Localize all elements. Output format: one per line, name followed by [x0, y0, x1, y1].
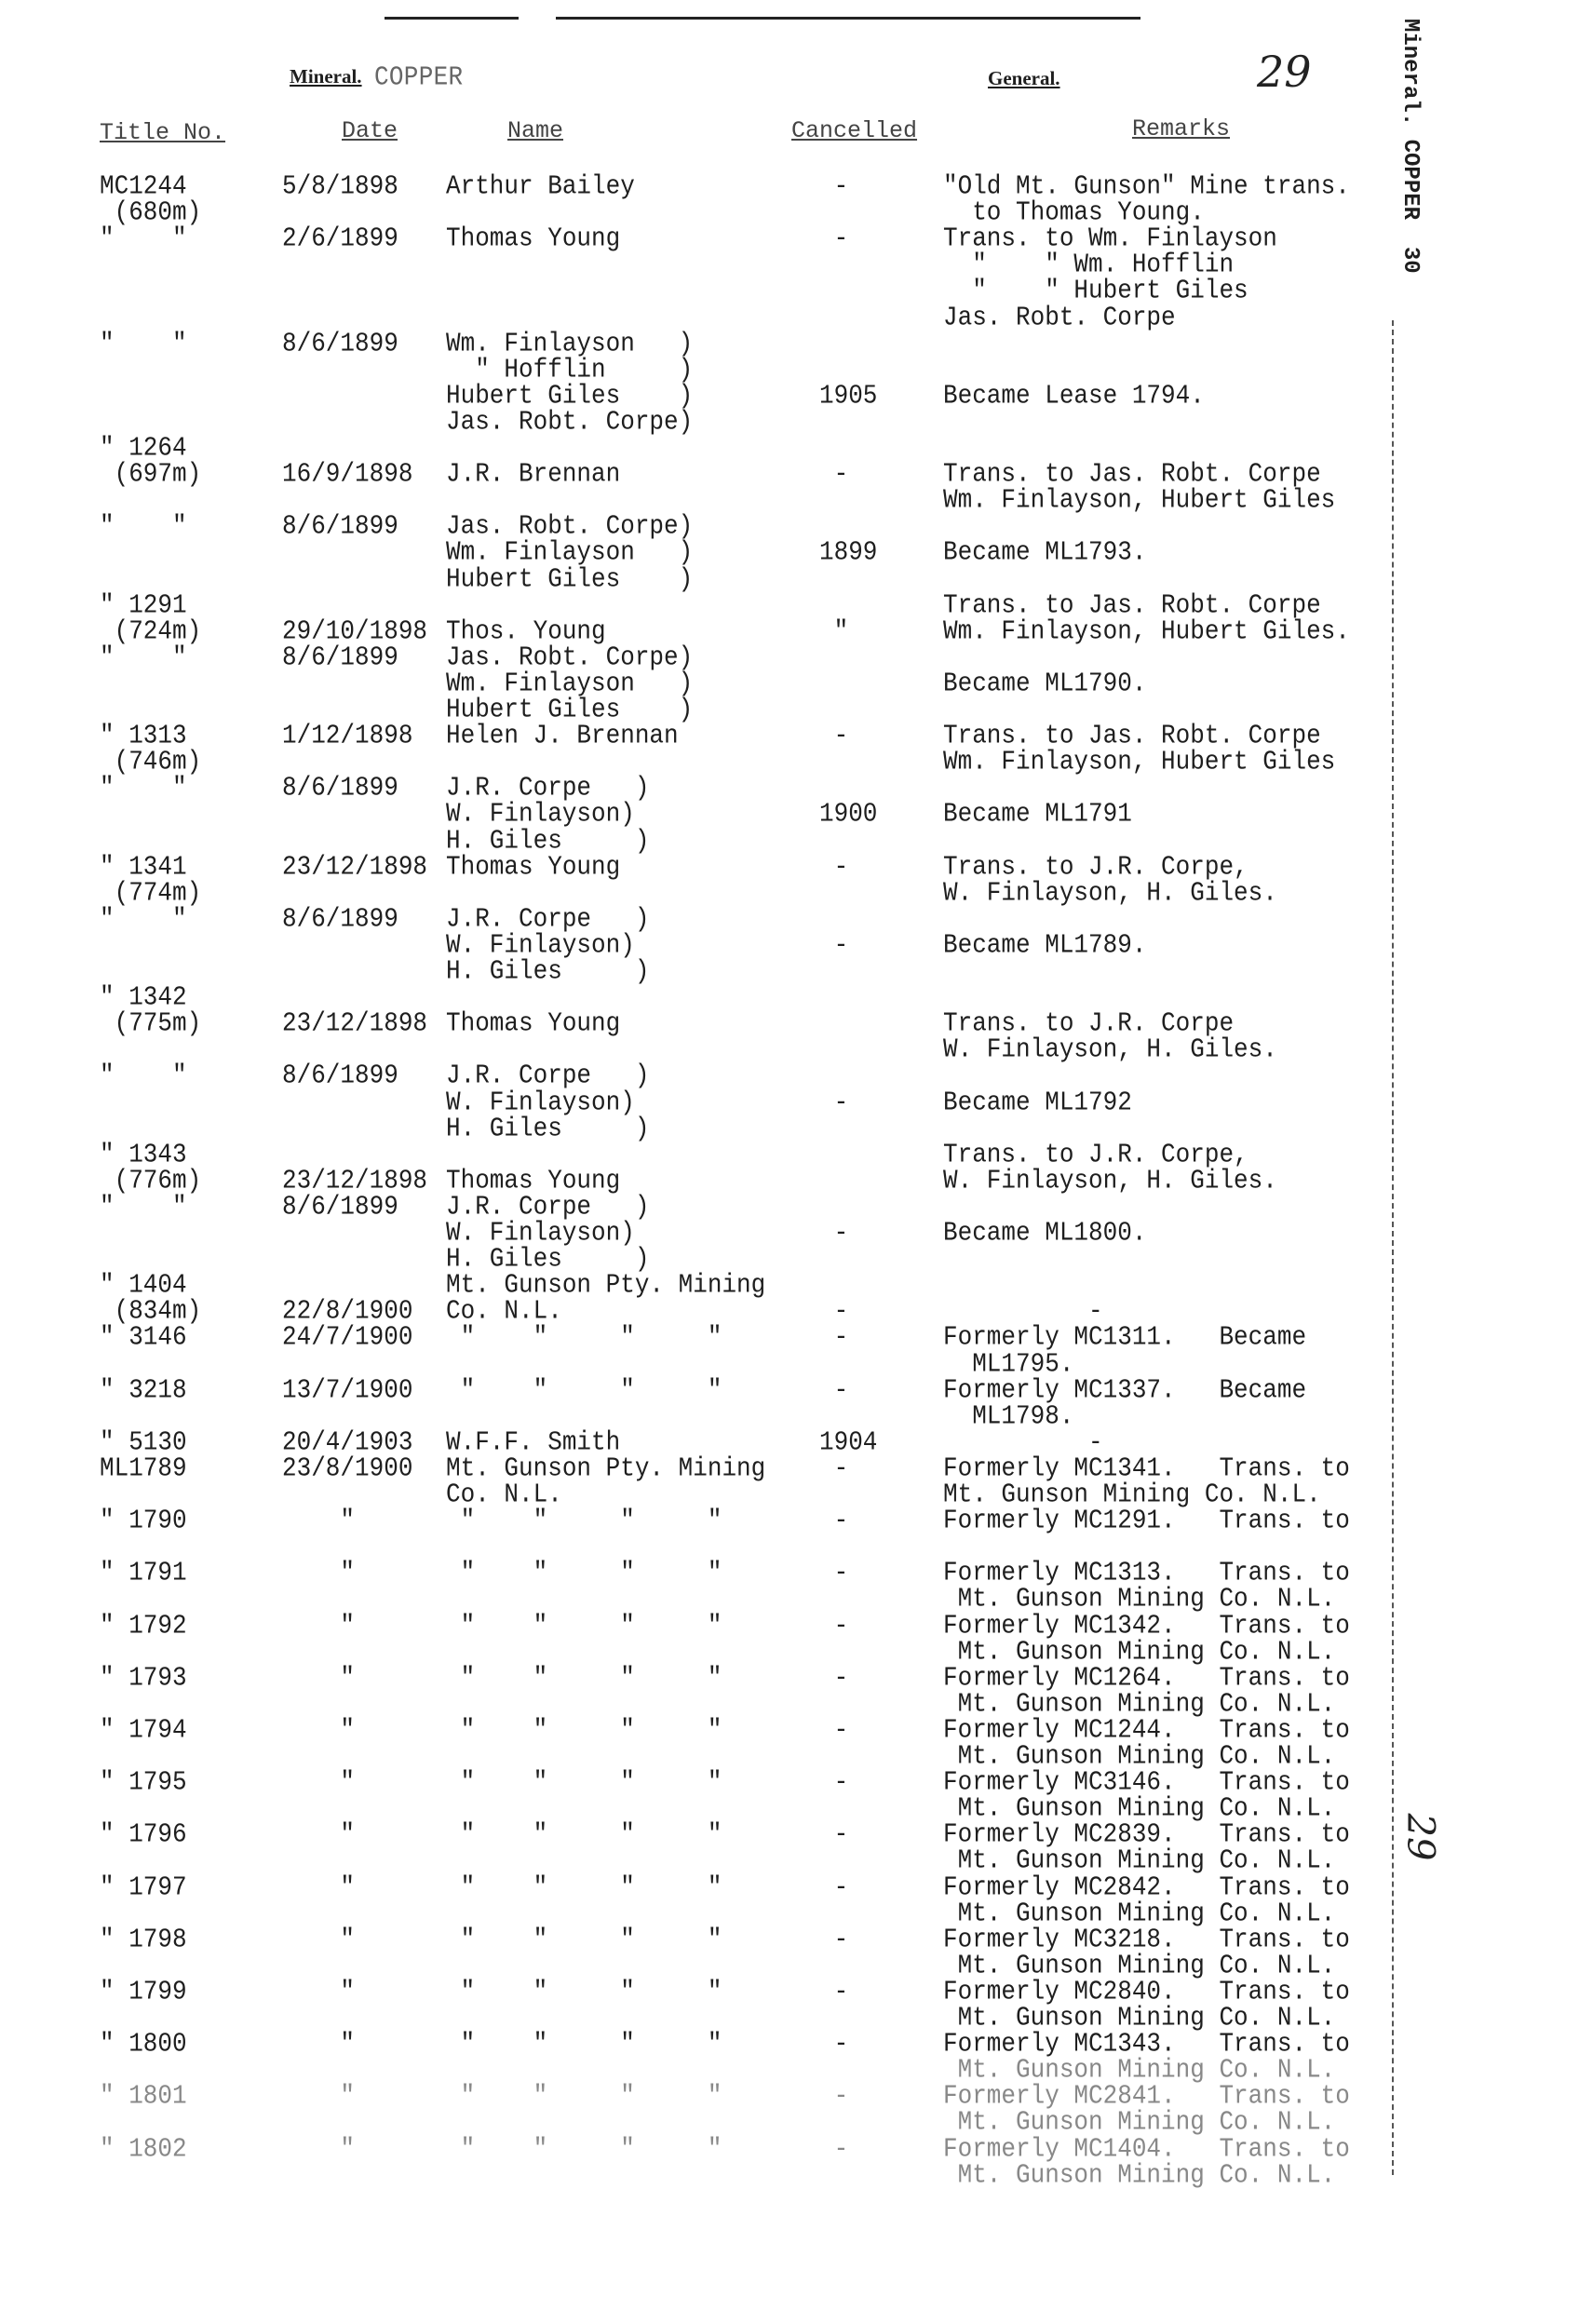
remarks-cell: Mt. Gunson Mining Co. N.L.	[943, 2054, 1336, 2086]
remarks-cell: -	[943, 1295, 1103, 1327]
title-no-cell: (724m)	[100, 615, 202, 647]
cancelled-cell: -	[819, 1295, 849, 1327]
remarks-cell: Mt. Gunson Mining Co. N.L.	[943, 1739, 1336, 1772]
remarks-cell: Formerly MC2842. Trans. to	[943, 1871, 1350, 1902]
title-no-cell: " "	[100, 1060, 187, 1091]
cancelled-cell: -	[819, 1452, 849, 1484]
name-cell: " " " "	[446, 1818, 722, 1850]
date-cell: 8/6/1899	[282, 772, 398, 804]
name-cell: Wm. Finlayson )	[446, 536, 694, 568]
name-cell: H. Giles )	[446, 1242, 650, 1275]
date-cell: 8/6/1899	[282, 510, 398, 542]
remarks-cell: Mt. Gunson Mining Co. N.L.	[943, 1635, 1336, 1668]
title-no-cell: (680m)	[100, 196, 202, 228]
remarks-cell: Formerly MC3218. Trans. to	[943, 1923, 1350, 1955]
title-no-cell: " 1291	[100, 588, 187, 621]
title-no-cell: " 1801	[100, 2080, 187, 2112]
name-cell: W. Finlayson)	[446, 1216, 635, 1249]
name-cell: Wm. Finlayson )	[446, 327, 694, 359]
title-no-cell: ML1789	[100, 1452, 187, 1484]
title-no-cell: " 5130	[100, 1425, 187, 1458]
cancelled-cell: -	[819, 850, 849, 883]
remarks-cell: Trans. to Jas. Robt. Corpe	[943, 719, 1321, 751]
title-no-cell: " 1343	[100, 1138, 187, 1170]
remarks-cell: Wm. Finlayson, Hubert Giles.	[943, 615, 1350, 647]
remarks-cell: Formerly MC1291. Trans. to	[943, 1504, 1350, 1536]
title-no-cell: (776m)	[100, 1164, 202, 1196]
remarks-cell: Formerly MC2841. Trans. to	[943, 2080, 1350, 2112]
remarks-cell: Mt. Gunson Mining Co. N.L.	[943, 1844, 1336, 1876]
remarks-cell: Trans. to Jas. Robt. Corpe	[943, 457, 1321, 490]
remarks-cell: " " Wm. Hofflin	[943, 249, 1235, 280]
date-cell: 8/6/1899	[282, 1060, 398, 1091]
name-cell: " " " "	[446, 2027, 722, 2060]
remarks-cell: W. Finlayson, H. Giles.	[943, 1034, 1277, 1065]
title-no-cell: " 1264	[100, 431, 187, 464]
name-cell: J.R. Corpe )	[446, 1060, 650, 1091]
remarks-cell: Formerly MC2840. Trans. to	[943, 1975, 1350, 2007]
name-cell: Mt. Gunson Pty. Mining	[446, 1452, 766, 1484]
remarks-cell: -	[943, 1425, 1103, 1458]
mineral-value: COPPER	[374, 61, 464, 93]
date-cell: "	[282, 2132, 356, 2164]
date-cell: "	[282, 1609, 356, 1641]
column-header-title-no: Title No.	[100, 119, 226, 146]
name-cell: Hubert Giles )	[446, 562, 694, 594]
remarks-cell: Became ML1790.	[943, 667, 1147, 699]
remarks-cell: Formerly MC2839. Trans. to	[943, 1818, 1350, 1850]
name-cell: J.R. Brennan	[446, 457, 621, 490]
name-cell: J.R. Corpe )	[446, 902, 650, 935]
date-cell: 23/8/1900	[282, 1452, 413, 1484]
date-cell: "	[282, 2027, 356, 2060]
cancelled-cell: -	[819, 1765, 849, 1798]
page-number: 29	[1257, 47, 1312, 97]
name-cell: W. Finlayson)	[446, 798, 635, 830]
cancelled-cell: -	[819, 2132, 849, 2164]
name-cell: Hubert Giles )	[446, 693, 694, 725]
remarks-cell: Wm. Finlayson, Hubert Giles	[943, 746, 1336, 777]
date-cell: 8/6/1899	[282, 641, 398, 673]
remarks-cell: ML1795.	[943, 1347, 1074, 1379]
name-cell: " " " "	[446, 1871, 722, 1902]
date-cell: "	[282, 1661, 356, 1694]
name-cell: W.F.F. Smith	[446, 1425, 621, 1458]
cancelled-cell: -	[819, 1609, 849, 1641]
date-cell: 5/8/1898	[282, 169, 398, 202]
title-no-cell: " 1792	[100, 1609, 187, 1641]
remarks-cell: Became ML1800.	[943, 1216, 1147, 1249]
name-cell: Jas. Robt. Corpe)	[446, 405, 694, 438]
cancelled-cell: -	[819, 1321, 849, 1353]
name-cell: W. Finlayson)	[446, 928, 635, 961]
margin-handwritten-number: 29	[1398, 1813, 1442, 1861]
name-cell: " " " "	[446, 2080, 722, 2112]
title-no-cell: " 1802	[100, 2132, 187, 2164]
date-cell: "	[282, 2080, 356, 2112]
title-no-cell: (834m)	[100, 1295, 202, 1327]
remarks-cell: Formerly MC1343. Trans. to	[943, 2027, 1350, 2060]
title-no-cell: " 1404	[100, 1269, 187, 1301]
name-cell: " " " "	[446, 1504, 722, 1536]
name-cell: " Hofflin )	[446, 353, 694, 385]
name-cell: Thomas Young	[446, 223, 621, 254]
remarks-cell: Formerly MC1337. Became	[943, 1373, 1307, 1406]
title-no-cell: " 1313	[100, 719, 187, 751]
name-cell: Arthur Bailey	[446, 169, 635, 202]
date-cell: 8/6/1899	[282, 1190, 398, 1223]
cancelled-cell: -	[819, 1975, 849, 2007]
column-header-name: Name	[507, 117, 564, 144]
name-cell: Thos. Young	[446, 615, 606, 647]
name-cell: Jas. Robt. Corpe)	[446, 641, 694, 673]
remarks-cell: Became Lease 1794.	[943, 379, 1205, 412]
name-cell: " " " "	[446, 1765, 722, 1798]
remarks-cell: W. Finlayson, H. Giles.	[943, 1164, 1277, 1196]
title-no-cell: (774m)	[100, 876, 202, 909]
name-cell: " " " "	[446, 1321, 722, 1353]
remarks-cell: Formerly MC1404. Trans. to	[943, 2132, 1350, 2164]
cancelled-cell: -	[819, 719, 849, 751]
title-no-cell: " "	[100, 1190, 187, 1223]
remarks-cell: Became ML1792	[943, 1086, 1132, 1117]
name-cell: W. Finlayson)	[446, 1086, 635, 1117]
remarks-cell: Trans. to J.R. Corpe	[943, 1007, 1235, 1039]
remarks-cell: Wm. Finlayson, Hubert Giles	[943, 484, 1336, 516]
name-cell: Thomas Young	[446, 1007, 621, 1039]
cancelled-cell: -	[819, 169, 849, 202]
remarks-cell: Formerly MC1264. Trans. to	[943, 1661, 1350, 1694]
title-no-cell: " 1795	[100, 1765, 187, 1798]
name-cell: Hubert Giles )	[446, 379, 694, 412]
name-cell: " " " "	[446, 1923, 722, 1955]
cancelled-cell: -	[819, 1713, 849, 1746]
remarks-cell: Mt. Gunson Mining Co. N.L.	[943, 2106, 1336, 2138]
cancelled-cell: -	[819, 1086, 849, 1117]
remarks-cell: Formerly MC1342. Trans. to	[943, 1609, 1350, 1641]
date-cell: "	[282, 1871, 356, 1902]
name-cell: " " " "	[446, 1713, 722, 1746]
cancelled-cell: -	[819, 1216, 849, 1249]
date-cell: 13/7/1900	[282, 1373, 413, 1406]
title-no-cell: " 1798	[100, 1923, 187, 1955]
cancelled-cell: -	[819, 928, 849, 961]
remarks-cell: Formerly MC1341. Trans. to	[943, 1452, 1350, 1484]
title-no-cell: " "	[100, 641, 187, 673]
title-no-cell: " 1796	[100, 1818, 187, 1850]
name-cell: " " " "	[446, 1557, 722, 1588]
cancelled-cell: -	[819, 1661, 849, 1694]
date-cell: "	[282, 1504, 356, 1536]
date-cell: "	[282, 1713, 356, 1746]
date-cell: 16/9/1898	[282, 457, 413, 490]
title-no-cell: " "	[100, 327, 187, 359]
top-rule-left	[385, 17, 519, 20]
name-cell: Mt. Gunson Pty. Mining	[446, 1269, 766, 1301]
remarks-cell: Formerly MC1244. Trans. to	[943, 1713, 1350, 1746]
name-cell: H. Giles )	[446, 824, 650, 856]
date-cell: "	[282, 1923, 356, 1955]
title-no-cell: (746m)	[100, 746, 202, 777]
name-cell: " " " "	[446, 1975, 722, 2007]
cancelled-cell: 1900	[819, 798, 878, 830]
remarks-cell: Jas. Robt. Corpe	[943, 301, 1176, 332]
title-no-cell: " 1790	[100, 1504, 187, 1536]
name-cell: J.R. Corpe )	[446, 772, 650, 804]
name-cell: Helen J. Brennan	[446, 719, 679, 751]
remarks-cell: Mt. Gunson Mining Co. N.L.	[943, 1949, 1336, 1981]
date-cell: "	[282, 1818, 356, 1850]
title-no-cell: " 1342	[100, 980, 187, 1013]
remarks-cell: Mt. Gunson Mining Co. N.L.	[943, 2001, 1336, 2034]
date-cell: 23/12/1898	[282, 1164, 428, 1196]
remarks-cell: Mt. Gunson Mining Co. N.L.	[943, 1478, 1321, 1510]
cancelled-cell: 1905	[819, 379, 878, 412]
date-cell: 2/6/1899	[282, 223, 398, 254]
date-cell: 8/6/1899	[282, 327, 398, 359]
remarks-cell: " " Hubert Giles	[943, 275, 1248, 306]
remarks-cell: Mt. Gunson Mining Co. N.L.	[943, 1583, 1336, 1615]
remarks-cell: Mt. Gunson Mining Co. N.L.	[943, 1687, 1336, 1720]
name-cell: " " " "	[446, 1373, 722, 1406]
name-cell: Co. N.L.	[446, 1295, 562, 1327]
title-no-cell: " 1797	[100, 1871, 187, 1902]
title-no-cell: " 1791	[100, 1557, 187, 1588]
margin-dashed-line	[1392, 320, 1394, 2175]
title-no-cell: MC1244	[100, 169, 187, 202]
date-cell: "	[282, 1765, 356, 1798]
title-no-cell: " 1793	[100, 1661, 187, 1694]
date-cell: 20/4/1903	[282, 1425, 413, 1458]
general-label: General.	[988, 67, 1060, 89]
name-cell: Jas. Robt. Corpe)	[446, 510, 694, 542]
remarks-cell: Formerly MC3146. Trans. to	[943, 1765, 1350, 1798]
date-cell: 23/12/1898	[282, 1007, 428, 1039]
cancelled-cell: 1904	[819, 1425, 878, 1458]
date-cell: 29/10/1898	[282, 615, 428, 647]
date-cell: 23/12/1898	[282, 850, 428, 883]
cancelled-cell: "	[819, 615, 849, 647]
title-no-cell: " 1341	[100, 850, 187, 883]
name-cell: Co. N.L.	[446, 1478, 562, 1510]
date-cell: "	[282, 1557, 356, 1588]
top-rule-right	[556, 17, 1140, 20]
cancelled-cell: -	[819, 1871, 849, 1902]
column-header-cancelled: Cancelled	[791, 117, 918, 144]
name-cell: " " " "	[446, 1609, 722, 1641]
remarks-cell: Became ML1793.	[943, 536, 1147, 568]
mineral-label: Mineral.	[290, 65, 362, 88]
cancelled-cell: -	[819, 223, 849, 254]
column-header-date: Date	[342, 117, 398, 144]
title-no-cell: " 1800	[100, 2027, 187, 2060]
cancelled-cell: -	[819, 1557, 849, 1588]
cancelled-cell: -	[819, 1818, 849, 1850]
remarks-cell: W. Finlayson, H. Giles.	[943, 876, 1277, 909]
title-no-cell: (697m)	[100, 457, 202, 490]
remarks-cell: Trans. to Jas. Robt. Corpe	[943, 588, 1321, 621]
date-cell: 24/7/1900	[282, 1321, 413, 1353]
remarks-cell: Mt. Gunson Mining Co. N.L.	[943, 1897, 1336, 1929]
date-cell: 8/6/1899	[282, 902, 398, 935]
title-no-cell: " 1799	[100, 1975, 187, 2007]
column-header-remarks: Remarks	[1132, 115, 1231, 142]
cancelled-cell: -	[819, 1373, 849, 1406]
remarks-cell: Formerly MC1311. Became	[943, 1321, 1307, 1353]
title-no-cell: " 3146	[100, 1321, 187, 1353]
title-no-cell: " 1794	[100, 1713, 187, 1746]
name-cell: Thomas Young	[446, 850, 621, 883]
cancelled-cell: -	[819, 2027, 849, 2060]
remarks-cell: Became ML1789.	[943, 928, 1147, 961]
remarks-cell: Formerly MC1313. Trans. to	[943, 1557, 1350, 1588]
name-cell: H. Giles )	[446, 954, 650, 987]
name-cell: " " " "	[446, 2132, 722, 2164]
remarks-cell: Trans. to J.R. Corpe,	[943, 850, 1248, 883]
date-cell: 22/8/1900	[282, 1295, 413, 1327]
name-cell: H. Giles )	[446, 1112, 650, 1144]
cancelled-cell: -	[819, 2080, 849, 2112]
title-no-cell: " "	[100, 902, 187, 935]
name-cell: Wm. Finlayson )	[446, 667, 694, 699]
remarks-cell: Trans. to J.R. Corpe,	[943, 1138, 1248, 1170]
name-cell: " " " "	[446, 1661, 722, 1694]
cancelled-cell: -	[819, 457, 849, 490]
remarks-cell: to Thomas Young.	[943, 196, 1205, 228]
remarks-cell: Mt. Gunson Mining Co. N.L.	[943, 1792, 1336, 1824]
remarks-cell: Trans. to Wm. Finlayson	[943, 223, 1277, 254]
remarks-cell: Became ML1791	[943, 798, 1132, 830]
date-cell: 1/12/1898	[282, 719, 413, 751]
title-no-cell: " 3218	[100, 1373, 187, 1406]
cancelled-cell: 1899	[819, 536, 878, 568]
title-no-cell: " "	[100, 772, 187, 804]
title-no-cell: " "	[100, 510, 187, 542]
name-cell: Thomas Young	[446, 1164, 621, 1196]
name-cell: J.R. Corpe )	[446, 1190, 650, 1223]
remarks-cell: Mt. Gunson Mining Co. N.L.	[943, 2158, 1336, 2191]
title-no-cell: " "	[100, 223, 187, 254]
margin-mineral-text: Mineral. COPPER 30	[1397, 19, 1423, 274]
title-no-cell: (775m)	[100, 1007, 202, 1039]
date-cell: "	[282, 1975, 356, 2007]
remarks-cell: "Old Mt. Gunson" Mine trans.	[943, 169, 1350, 202]
remarks-cell: ML1798.	[943, 1399, 1074, 1432]
cancelled-cell: -	[819, 1504, 849, 1536]
cancelled-cell: -	[819, 1923, 849, 1955]
